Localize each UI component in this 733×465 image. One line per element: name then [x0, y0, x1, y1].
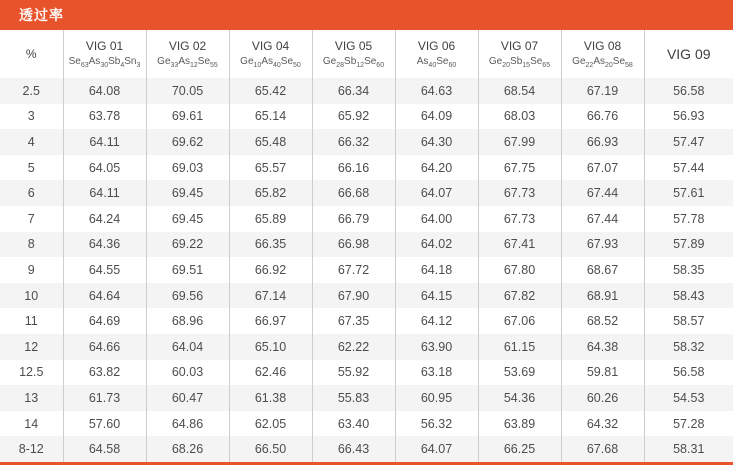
row-label: 6: [0, 180, 63, 206]
cell: 57.78: [673, 211, 705, 226]
cell: 57.28: [673, 416, 705, 431]
cell: 67.75: [478, 155, 561, 181]
cell: 63.89: [478, 411, 561, 437]
cell: 54.53: [673, 390, 705, 405]
panel-title: 透过率: [19, 7, 64, 23]
cell: 67.06: [478, 308, 561, 334]
cell: 64.18: [395, 257, 478, 283]
row-label: 5: [0, 155, 63, 181]
cell: 56.93: [673, 109, 705, 124]
cell: 59.81: [561, 360, 644, 386]
cell: 67.68: [561, 436, 644, 462]
cell: 68.54: [478, 78, 561, 104]
cell: 64.32: [561, 411, 644, 437]
table-row: [0, 436, 733, 462]
cell: 66.68: [312, 180, 395, 206]
cell: 67.73: [478, 180, 561, 206]
cell: 66.32: [312, 129, 395, 155]
cell: 64.11: [63, 129, 146, 155]
table-row: [0, 180, 733, 206]
table-row: [0, 308, 733, 334]
cell: 68.52: [561, 308, 644, 334]
cell: 61.38: [229, 385, 312, 411]
cell: 64.86: [146, 411, 229, 437]
cell: 64.36: [63, 232, 146, 258]
cell: 68.91: [561, 283, 644, 309]
table-row: [0, 411, 733, 437]
column-formula: $Ge_{22}As_{20}Se_{58}$: [572, 56, 633, 70]
cell: 57.47: [673, 134, 705, 149]
cell: 65.82: [229, 180, 312, 206]
row-label: 10: [0, 283, 63, 309]
column-formula: $Ge_{20}Sb_{15}Se_{65}$: [488, 56, 551, 70]
cell: 57.60: [63, 411, 146, 437]
cell: 64.64: [63, 283, 146, 309]
row-label: 7: [0, 206, 63, 232]
column-formula: $Se_{63}As_{30}Sb_4Sn_3$: [68, 56, 141, 70]
cell: 60.47: [146, 385, 229, 411]
cell: 67.90: [312, 283, 395, 309]
cell: 66.98: [312, 232, 395, 258]
cell: 58.31: [673, 442, 705, 457]
cell: 60.26: [561, 385, 644, 411]
cell: 65.92: [312, 104, 395, 130]
cell: 61.15: [478, 334, 561, 360]
cell: 64.63: [395, 78, 478, 104]
cell: 66.35: [229, 232, 312, 258]
cell: 70.05: [146, 78, 229, 104]
cell: 66.97: [229, 308, 312, 334]
cell: 64.04: [146, 334, 229, 360]
table-row: [0, 334, 733, 360]
cell: 63.18: [395, 360, 478, 386]
cell: 64.66: [63, 334, 146, 360]
cell: 64.07: [395, 180, 478, 206]
cell: 58.57: [673, 314, 705, 329]
cell: 69.56: [146, 283, 229, 309]
cell: 64.12: [395, 308, 478, 334]
column-header-vig-02: [146, 30, 229, 78]
cell: 68.26: [146, 436, 229, 462]
cell: 57.61: [673, 186, 705, 201]
cell: 64.24: [63, 206, 146, 232]
row-label: 3: [0, 104, 63, 130]
table-row: [0, 283, 733, 309]
row-label: 13: [0, 385, 63, 411]
row-label: 4: [0, 129, 63, 155]
cell: 60.03: [146, 360, 229, 386]
cell: 66.43: [312, 436, 395, 462]
column-header-vig-06: [395, 30, 478, 78]
cell: 64.11: [63, 180, 146, 206]
cell: 64.38: [561, 334, 644, 360]
cell: 58.32: [673, 339, 705, 354]
column-header-vig-07: [478, 30, 561, 78]
column-name: VIG 09: [666, 45, 711, 62]
table-row: [0, 104, 733, 130]
cell: 62.22: [312, 334, 395, 360]
cell: 67.19: [561, 78, 644, 104]
cell: 56.32: [395, 411, 478, 437]
cell: 69.61: [146, 104, 229, 130]
cell: 55.83: [312, 385, 395, 411]
cell: 69.45: [146, 180, 229, 206]
transmittance-table: [0, 30, 733, 462]
cell: 69.51: [146, 257, 229, 283]
row-label: 12: [0, 334, 63, 360]
cell: 58.43: [673, 288, 705, 303]
cell: 67.80: [478, 257, 561, 283]
column-header-vig-01: [63, 30, 146, 78]
cell: 69.45: [146, 206, 229, 232]
cell: 65.89: [229, 206, 312, 232]
column-name: VIG 02: [168, 39, 207, 54]
cell: 67.73: [478, 206, 561, 232]
column-formula: $As_{40}Se_{60}$: [416, 56, 457, 70]
cell: 53.69: [478, 360, 561, 386]
cell: 68.96: [146, 308, 229, 334]
cell: 65.57: [229, 155, 312, 181]
table-row: [0, 257, 733, 283]
table-row: [0, 232, 733, 258]
cell: 63.82: [63, 360, 146, 386]
column-formula: $Ge_{28}Sb_{12}Se_{60}$: [322, 56, 385, 70]
column-header-vig-08: [561, 30, 644, 78]
column-header-vig-05: [312, 30, 395, 78]
cell: 67.72: [312, 257, 395, 283]
row-label: 8-12: [0, 436, 63, 462]
table-row: [0, 78, 733, 104]
cell: 67.82: [478, 283, 561, 309]
row-label: 9: [0, 257, 63, 283]
cell: 64.58: [63, 436, 146, 462]
cell: 65.10: [229, 334, 312, 360]
cell: 67.07: [561, 155, 644, 181]
cell: 62.05: [229, 411, 312, 437]
header-row: [0, 30, 733, 78]
row-label: 2.5: [0, 78, 63, 104]
cell: 65.48: [229, 129, 312, 155]
table-row: [0, 385, 733, 411]
table-row: [0, 360, 733, 386]
column-formula: $Ge_{10}As_{40}Se_{50}$: [240, 56, 301, 70]
column-name: VIG 01: [85, 39, 124, 54]
cell: 56.58: [673, 365, 705, 380]
cell: 67.44: [561, 206, 644, 232]
cell: 64.08: [63, 78, 146, 104]
cell: 66.93: [561, 129, 644, 155]
cell: 64.05: [63, 155, 146, 181]
cell: 67.93: [561, 232, 644, 258]
cell: 56.58: [673, 83, 705, 98]
cell: 66.92: [229, 257, 312, 283]
cell: 66.76: [561, 104, 644, 130]
cell: 68.67: [561, 257, 644, 283]
table-row: [0, 155, 733, 181]
cell: 66.79: [312, 206, 395, 232]
cell: 64.30: [395, 129, 478, 155]
column-name: VIG 04: [251, 39, 290, 54]
cell: 54.36: [478, 385, 561, 411]
cell: 64.15: [395, 283, 478, 309]
cell: 64.20: [395, 155, 478, 181]
cell: 57.89: [673, 237, 705, 252]
cell: 66.34: [312, 78, 395, 104]
cell: 63.78: [63, 104, 146, 130]
cell: 65.14: [229, 104, 312, 130]
column-header-vig-09: [644, 30, 733, 78]
cell: 60.95: [395, 385, 478, 411]
cell: 67.14: [229, 283, 312, 309]
cell: 67.41: [478, 232, 561, 258]
column-header-percent: %: [0, 30, 63, 78]
cell: 64.55: [63, 257, 146, 283]
column-name: VIG 08: [583, 39, 622, 54]
cell: 64.09: [395, 104, 478, 130]
column-header-vig-04: [229, 30, 312, 78]
cell: 64.69: [63, 308, 146, 334]
column-name: VIG 07: [500, 39, 539, 54]
row-label: 11: [0, 308, 63, 334]
column-name: VIG 05: [334, 39, 373, 54]
panel-title-bar: [0, 0, 733, 30]
cell: 64.00: [395, 206, 478, 232]
cell: 67.44: [561, 180, 644, 206]
cell: 63.90: [395, 334, 478, 360]
cell: 65.42: [229, 78, 312, 104]
column-name: VIG 06: [417, 39, 456, 54]
table-row: [0, 206, 733, 232]
cell: 64.02: [395, 232, 478, 258]
cell: 63.40: [312, 411, 395, 437]
cell: 69.22: [146, 232, 229, 258]
cell: 69.62: [146, 129, 229, 155]
cell: 55.92: [312, 360, 395, 386]
table-body: [0, 78, 733, 462]
cell: 67.99: [478, 129, 561, 155]
cell: 57.44: [673, 160, 705, 175]
cell: 67.35: [312, 308, 395, 334]
cell: 68.03: [478, 104, 561, 130]
column-formula: $Ge_{33}As_{12}Se_{55}$: [157, 56, 218, 70]
row-label: 14: [0, 411, 63, 437]
row-label: 8: [0, 232, 63, 258]
cell: 62.46: [229, 360, 312, 386]
cell: 66.25: [478, 436, 561, 462]
cell: 61.73: [63, 385, 146, 411]
table-row: [0, 129, 733, 155]
cell: 66.16: [312, 155, 395, 181]
cell: 69.03: [146, 155, 229, 181]
row-label: 12.5: [0, 360, 63, 386]
cell: 64.07: [395, 436, 478, 462]
cell: 66.50: [229, 436, 312, 462]
cell: 58.35: [673, 262, 705, 277]
